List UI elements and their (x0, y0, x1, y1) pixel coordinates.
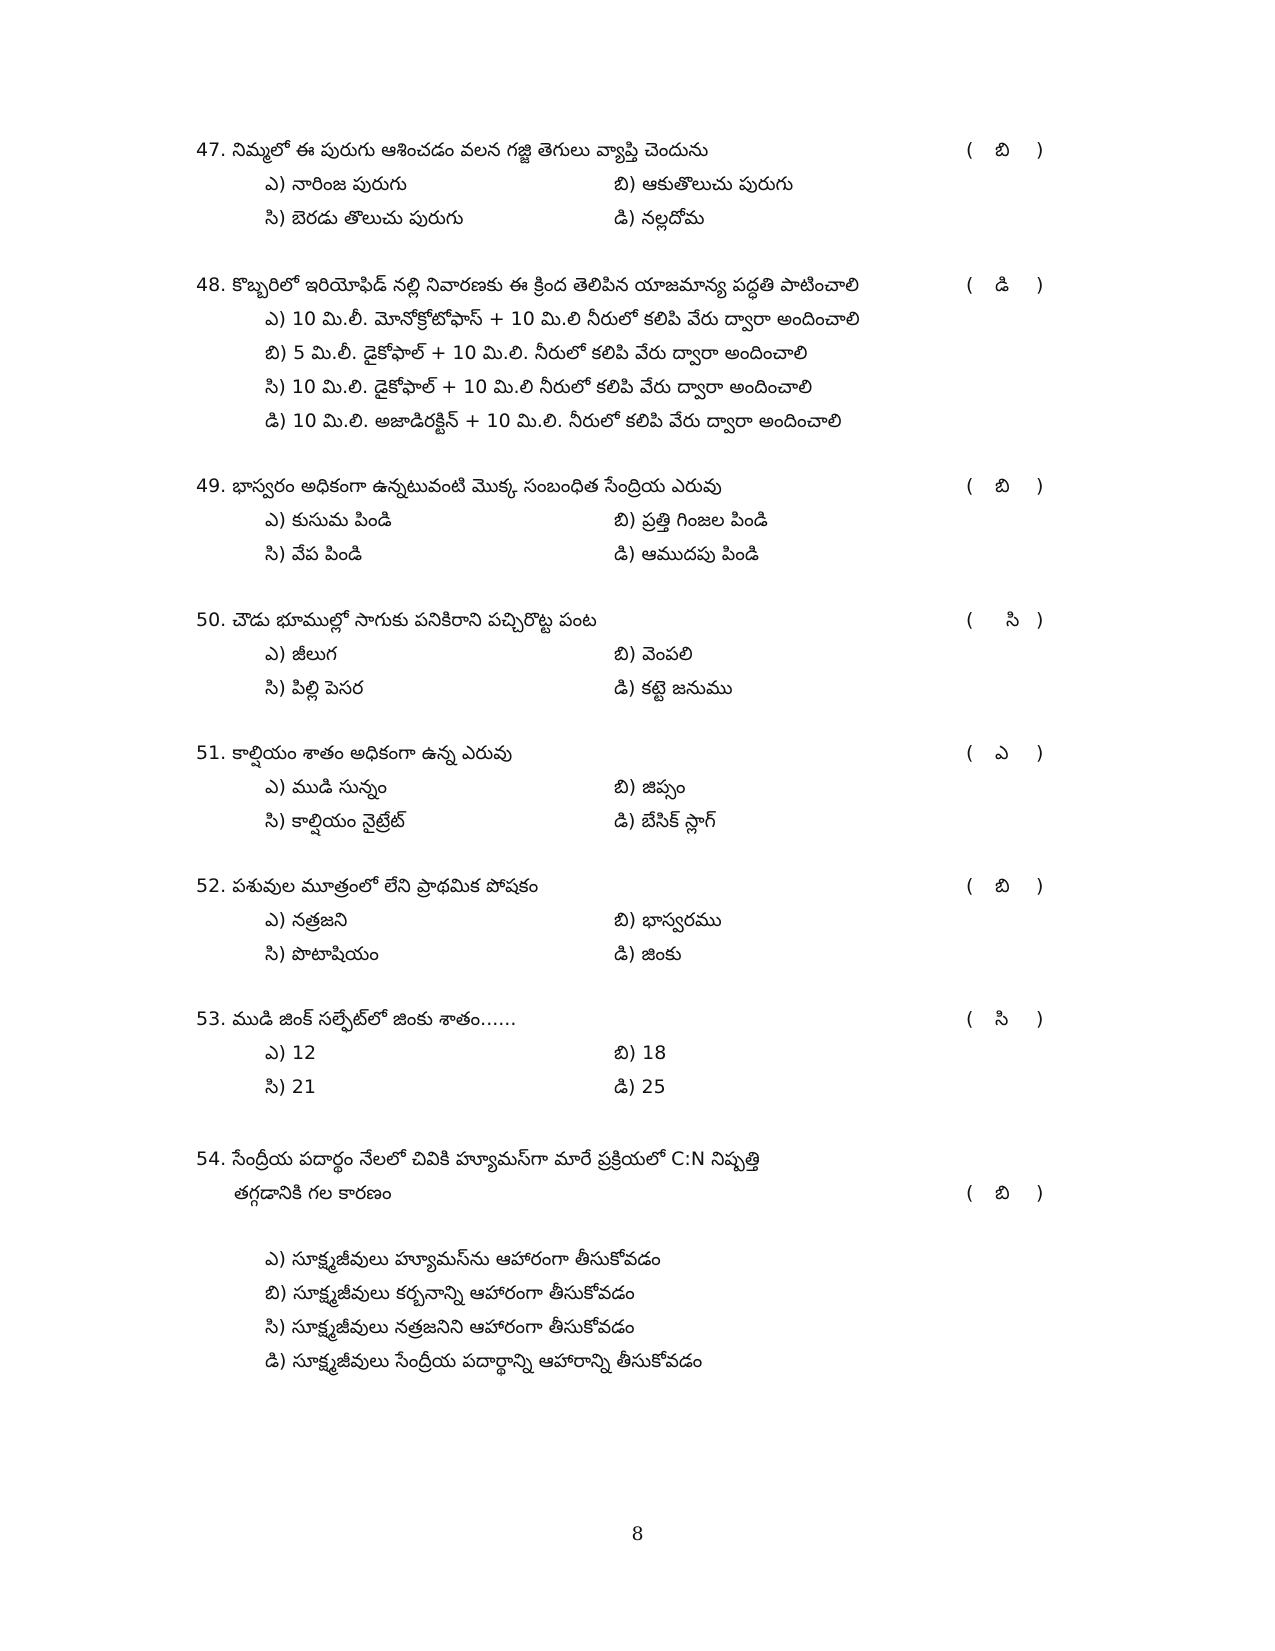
question-number: 47. (196, 139, 227, 161)
options (265, 1242, 1056, 1378)
question-number: 52. (196, 875, 227, 897)
option-b: బి) జిప్సం (614, 776, 686, 798)
options (265, 1036, 1056, 1104)
option-a: ఎ) ముడి సున్నం (265, 776, 387, 798)
option-c: సి) సూక్ష్మజీవులు నత్రజనిని ఆహారంగా తీసుకోవడం (265, 1316, 635, 1338)
question-number: 50. (196, 609, 227, 631)
option-a: ఎ) 12 (265, 1042, 317, 1064)
option-d: డి) 25 (614, 1076, 666, 1098)
question-47: 47. నిమ్మలో ఈ పురుగు ఆశించడం వలన గజ్జి తెగులు వ్యాప్తి చెందును ( బి ) ఎ) నారింజ పురుగు బి) ఆకుతొలుచు పురుగు సి) బెరడు తొలుచు పురుగు డి) నల్లదోమ (196, 133, 1056, 235)
options (265, 302, 1056, 438)
option-b: బి) 5 మి.లీ. డైకోఫాల్ + 10 మి.లి. నీరులో కలిపి వేరు ద్వారా అందించాలి (265, 342, 808, 364)
question-text: కాల్షియం శాతం అధికంగా ఉన్న ఎరువు (232, 742, 513, 764)
options (265, 770, 1056, 838)
option-d: డి) సూక్ష్మజీవులు సేంద్రీయ పదార్థాన్ని ఆహారాన్ని తీసుకోవడం (265, 1350, 703, 1372)
answer-value: బి (995, 139, 1010, 161)
question-51: 51. కాల్షియం శాతం అధికంగా ఉన్న ఎరువు ( ఎ ) ఎ) ముడి సున్నం బి) జిప్సం సి) కాల్షియం నైట్రేట్ డి) బేసిక్ స్లాగ్ (196, 736, 1056, 838)
option-c: సి) 21 (265, 1076, 316, 1098)
option-d: డి) 10 మి.లి. అజాడిరక్టిన్ + 10 మి.లి. నీరులో కలిపి వేరు ద్వారా అందించాలి (265, 410, 842, 432)
question-text: కొబ్బరిలో ఇరియోఫిడ్ నల్లి నివారణకు ఈ క్రింద తెలిపిన యాజమాన్య పద్ధతి పాటించాలి (232, 274, 860, 296)
page-number: 8 (631, 1523, 644, 1545)
option-c: సి) వేప పిండి (265, 543, 363, 565)
option-c: సి) బెరడు తొలుచు పురుగు (265, 207, 464, 229)
options (265, 167, 1056, 235)
option-a: ఎ) జీలుగ (265, 643, 337, 665)
option-d: డి) కట్టె జనుము (614, 677, 733, 699)
question-text-continued: తగ్గడానికి గల కారణం (234, 1182, 392, 1204)
question-text: నిమ్మలో ఈ పురుగు ఆశించడం వలన గజ్జి తెగులు వ్యాప్తి చెందును (232, 139, 709, 161)
option-b: బి) 18 (614, 1042, 667, 1064)
question-53: 53. ముడి జింక్ సల్ఫేట్‌లో జింకు శాతం...... ( సి ) ఎ) 12 బి) 18 సి) 21 డి) 25 (196, 1002, 1056, 1104)
option-d: డి) నల్లదోమ (614, 207, 705, 229)
answer-value: బి (995, 875, 1010, 897)
question-54: 54. సేంద్రీయ పదార్థం నేలలో చివికి హ్యూమస్‌గా మారే ప్రక్రియలో C:N నిష్పత్తి తగ్గడానికి గల కారణం ( బి ) ఎ) సూక్ష్మజీవులు హ్యూమస్‌ను ఆహారంగా తీసుకోవడం బి) సూక్ష్మజీవులు కర్బనాన్ని ఆహారంగా తీసుకోవడం సి) సూక్ష్మజీవులు నత్రజనిని ఆహారంగా తీసుకోవడం డి) సూక్ష్మజీవులు సేంద్రీయ పదార్థాన్ని ఆహారాన్ని తీసుకోవడం (196, 1142, 1056, 1378)
options (265, 903, 1056, 971)
option-a: ఎ) సూక్ష్మజీవులు హ్యూమస్‌ను ఆహారంగా తీసుకోవడం (265, 1248, 661, 1270)
question-number: 49. (196, 475, 227, 497)
option-d: డి) ఆముదపు పిండి (614, 543, 759, 565)
answer-value: సి (1006, 609, 1020, 631)
option-b: బి) ఆకుతొలుచు పురుగు (614, 173, 794, 195)
option-c: సి) కాల్షియం నైట్రేట్ (265, 810, 405, 832)
answer-value: ఎ (995, 742, 1009, 764)
option-d: డి) బేసిక్ స్లాగ్ (614, 810, 716, 832)
option-b: బి) సూక్ష్మజీవులు కర్బనాన్ని ఆహారంగా తీసుకోవడం (265, 1282, 635, 1304)
option-b: బి) ప్రత్తి గింజల పిండి (614, 509, 768, 531)
answer-value: బి (995, 475, 1010, 497)
answer-value: బి (995, 1182, 1010, 1204)
options (265, 503, 1056, 571)
question-text: చౌడు భూముల్లో సాగుకు పనికిరాని పచ్చిరొట్ట పంట (232, 609, 597, 631)
question-48: 48. కొబ్బరిలో ఇరియోఫిడ్ నల్లి నివారణకు ఈ క్రింద తెలిపిన యాజమాన్య పద్ధతి పాటించాలి ( డి ) ఎ) 10 మి.లీ. మోనోక్రోటోఫాస్ + 10 మి.లి నీరులో కలిపి వేరు ద్వారా అందించాలి బి) 5 మి.లీ. డైకోఫాల్ + 10 మి.లి. నీరులో కలిపి వేరు ద్వారా అందించాలి సి) 10 మి.లి. డైకోఫాల్ + 10 మి.లి నీరులో కలిపి వేరు ద్వారా అందించాలి డి) 10 మి.లి. అజాడిరక్టిన్ + 10 మి.లి. నీరులో కలిపి వేరు ద్వారా అందించాలి (196, 268, 1056, 438)
question-number: 48. (196, 274, 227, 296)
question-number: 53. (196, 1008, 227, 1030)
answer-value: డి (995, 274, 1010, 296)
option-c: సి) పిల్లి పెసర (265, 677, 364, 699)
options (265, 637, 1056, 705)
option-c: సి) పొటాషియం (265, 943, 379, 965)
option-a: ఎ) 10 మి.లీ. మోనోక్రోటోఫాస్ + 10 మి.లి నీరులో కలిపి వేరు ద్వారా అందించాలి (265, 308, 860, 330)
question-number: 54. (196, 1148, 227, 1170)
option-a: ఎ) నారింజ పురుగు (265, 173, 407, 195)
option-c: సి) 10 మి.లి. డైకోఫాల్ + 10 మి.లి నీరులో కలిపి వేరు ద్వారా అందించాలి (265, 376, 813, 398)
question-number: 51. (196, 742, 227, 764)
option-b: బి) వెంపలి (614, 643, 693, 665)
question-text: సేంద్రీయ పదార్థం నేలలో చివికి హ్యూమస్‌గా మారే ప్రక్రియలో C:N నిష్పత్తి (232, 1148, 760, 1170)
option-a: ఎ) కుసుమ పిండి (265, 509, 392, 531)
option-a: ఎ) నత్రజని (265, 909, 348, 931)
question-text: పశువుల మూత్రంలో లేని ప్రాథమిక పోషకం (232, 875, 539, 897)
answer-value: సి (995, 1008, 1009, 1030)
question-text: భాస్వరం అధికంగా ఉన్నటువంటి మొక్క సంబంధిత సేంద్రియ ఎరువు (232, 475, 722, 497)
option-d: డి) జింకు (614, 943, 682, 965)
question-text: ముడి జింక్ సల్ఫేట్‌లో జింకు శాతం...... (232, 1008, 517, 1030)
option-b: బి) భాస్వరము (614, 909, 722, 931)
question-50: 50. చౌడు భూముల్లో సాగుకు పనికిరాని పచ్చిరొట్ట పంట ( సి ) ఎ) జీలుగ బి) వెంపలి సి) పిల్లి పెసర డి) కట్టె జనుము (196, 603, 1056, 705)
question-52: 52. పశువుల మూత్రంలో లేని ప్రాథమిక పోషకం ( బి ) ఎ) నత్రజని బి) భాస్వరము సి) పొటాషియం డి) జింకు (196, 869, 1056, 971)
question-49: 49. భాస్వరం అధికంగా ఉన్నటువంటి మొక్క సంబంధిత సేంద్రియ ఎరువు ( బి ) ఎ) కుసుమ పిండి బి) ప్రత్తి గింజల పిండి సి) వేప పిండి డి) ఆముదపు పిండి (196, 469, 1056, 571)
